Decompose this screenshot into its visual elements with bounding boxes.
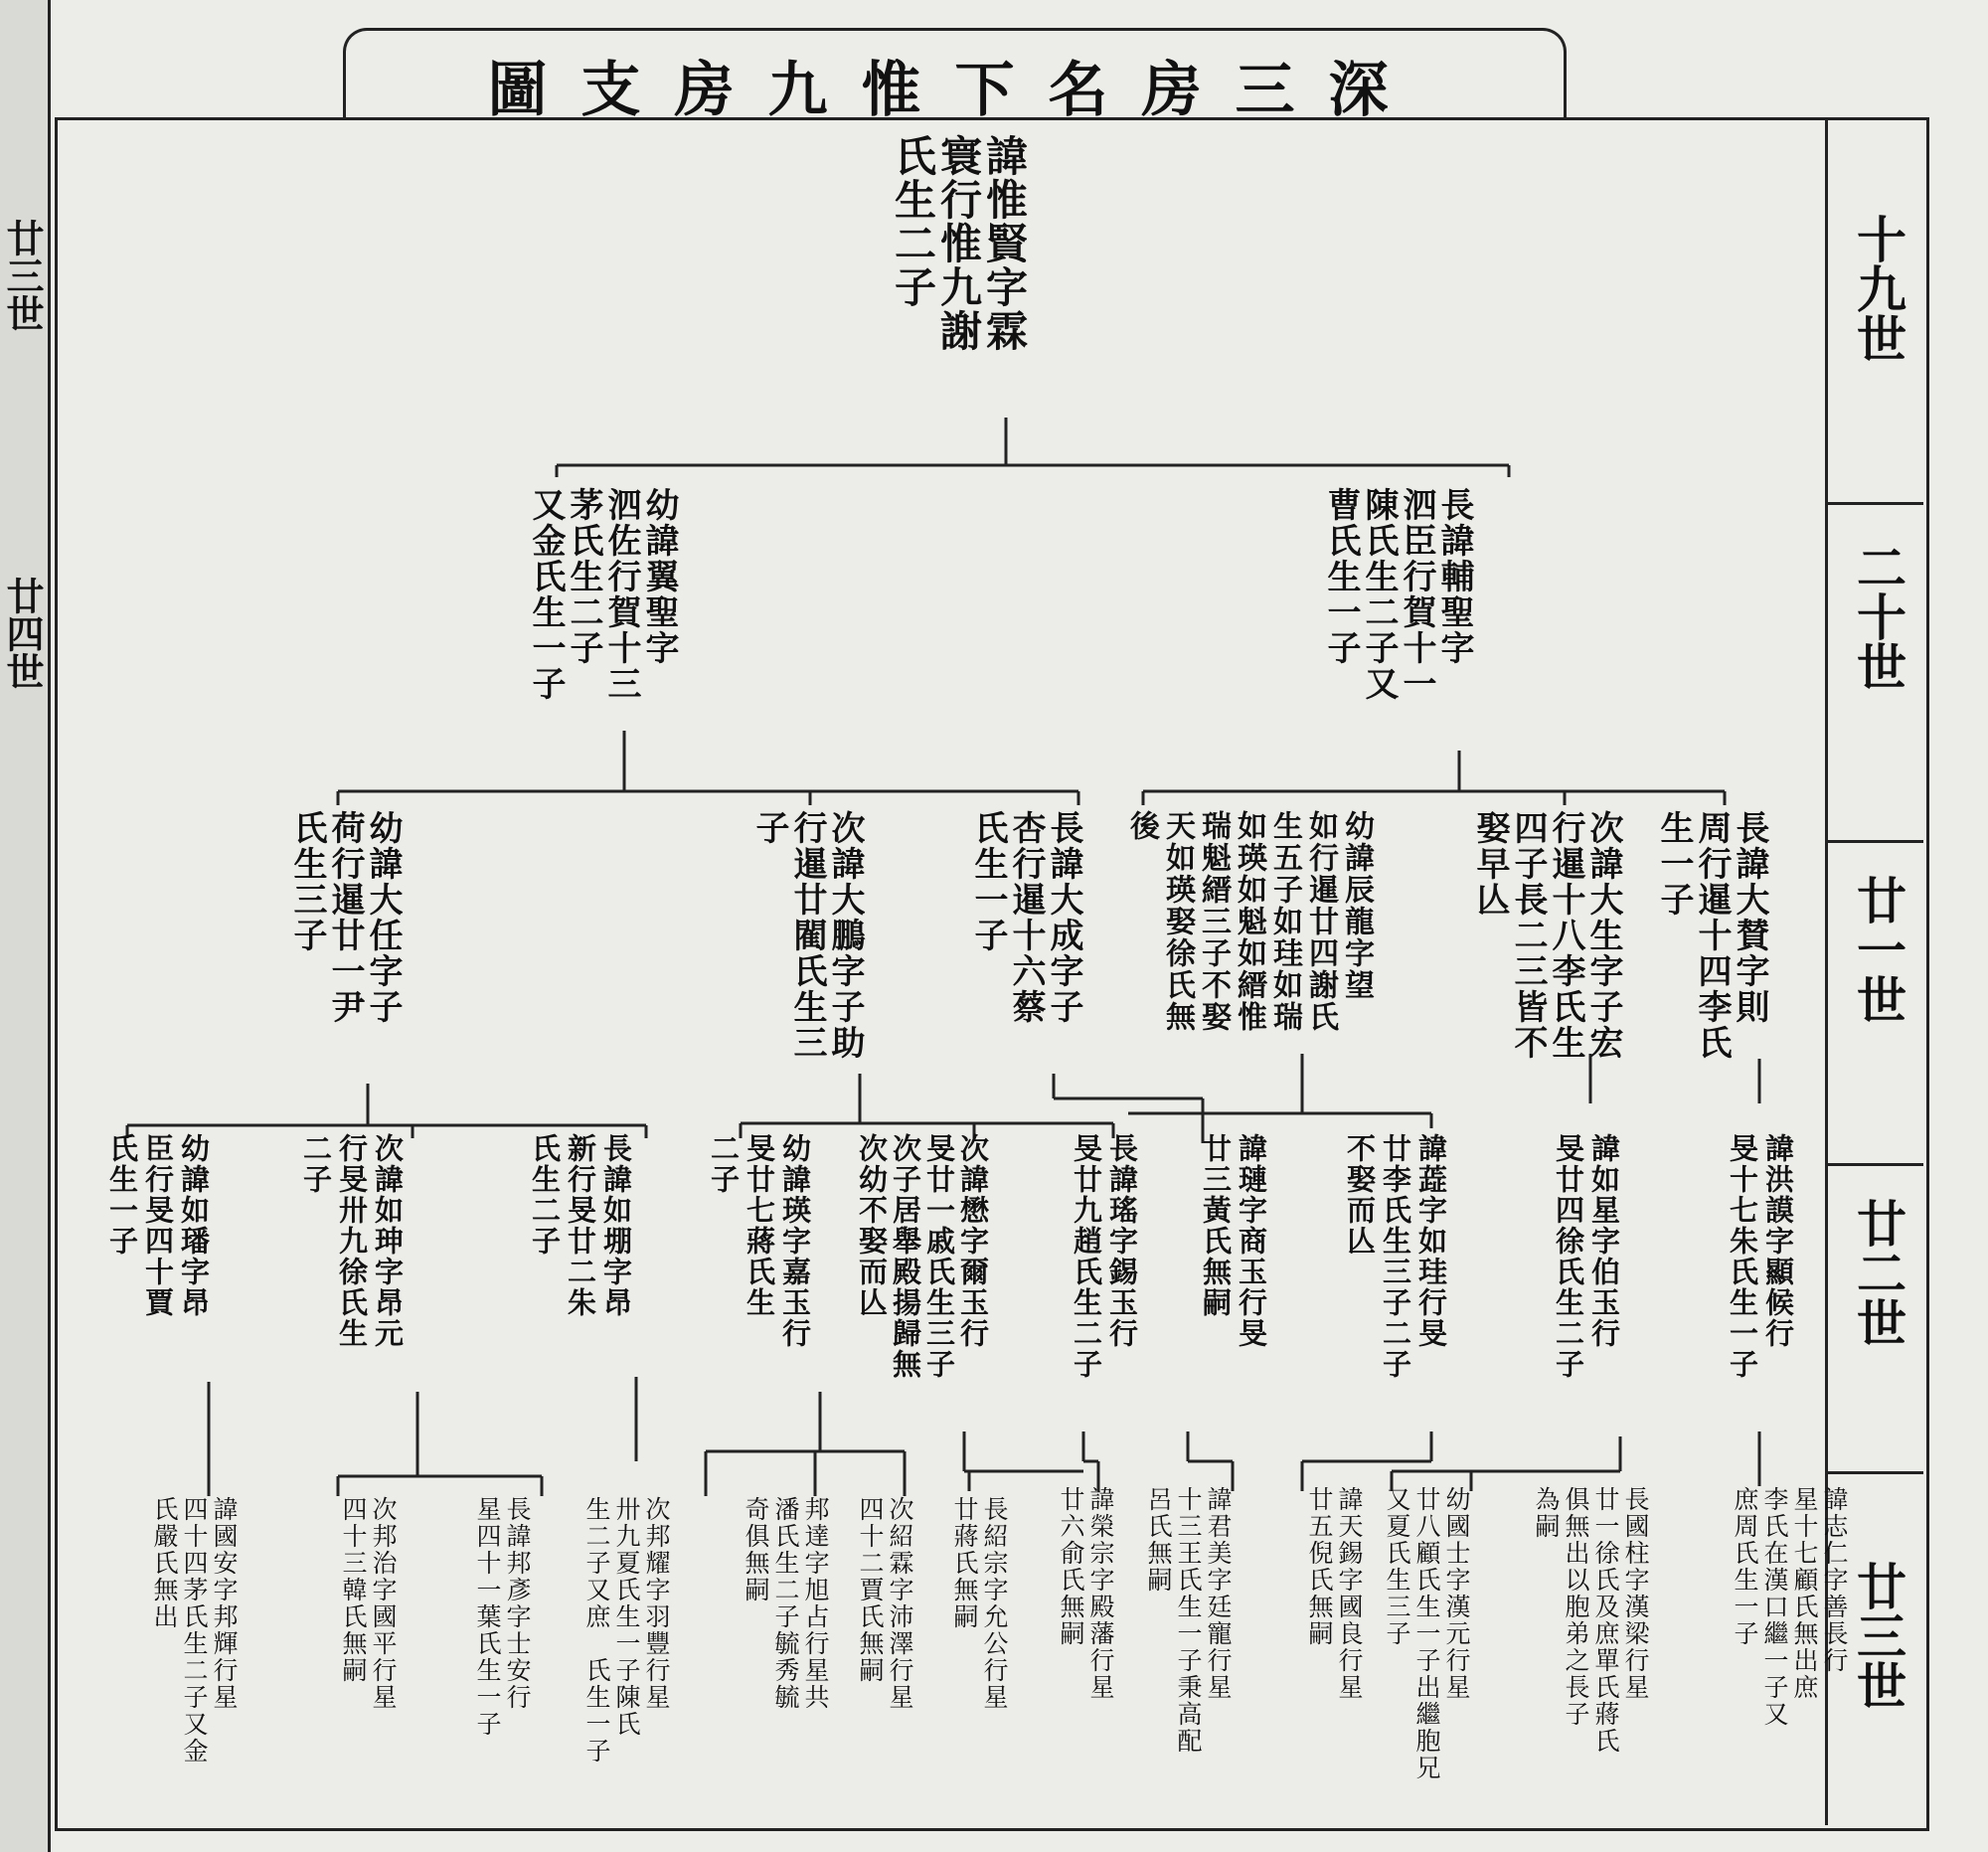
gen22-rupeng-entry: 長諱如堋字昂 新行旻廿二朱 氏生二子 <box>528 1133 633 1318</box>
gen22-ruxing-entry: 諱如星字伯玉行 旻廿四徐氏生二子 <box>1552 1133 1621 1380</box>
gen23-bangzhi-entry: 次邦治字國平行星 四十三韓氏無嗣 <box>339 1496 398 1711</box>
left-margin-generation-24: 廿四世 <box>0 577 45 690</box>
gen23-bangyao-entry: 次邦耀字羽豐行星 卅九夏氏生一子陳氏 生二子又庶 氏生一子 <box>582 1496 671 1765</box>
page-title: 深三房名下惟九房支圖 <box>487 56 1422 125</box>
gen21-dazan-entry: 長諱大賛字則 周行暹十四李氏 生一子 <box>1654 810 1769 1061</box>
gen21-dacheng-entry: 長諱大成字子 杏行暹十六蔡 氏生一子 <box>968 810 1083 1025</box>
gen22-yao-entry: 長諱瑤字錫玉行 旻廿九趙氏生二子 <box>1070 1133 1139 1380</box>
gen23-shaozong-entry: 長紹宗字允公行星 廿蔣氏無嗣 <box>950 1496 1009 1711</box>
generation-label-22: 廿二世 <box>1849 1198 1907 1347</box>
gen21-chenlong-entry: 幼諱辰龍字望 如行暹廿四謝氏 生五子如珪如瑞 如瑛如魁如縉惟 瑞魁縉三子不娶 天如瑛娶徐氏無 後 <box>1124 810 1374 1033</box>
gen23-guozhu-entry: 長國柱字漢梁行星 廿一徐氏及庶單氏蔣氏 俱無出以胞弟之長子 為嗣 <box>1532 1486 1650 1755</box>
gen21-dasheng-entry: 次諱大生字子宏 行暹十八李氏生 四子長二三皆不 娶早亾 <box>1470 810 1623 1061</box>
gen23-rongzong-entry: 諱榮宗字殿藩行星 廿六俞氏無嗣 <box>1057 1486 1115 1701</box>
gen23-zhiren-entry: 諱志仁字善長行 星十七顧氏無出庶 李氏在漢口繼一子又 庶周氏生一子 <box>1731 1486 1849 1728</box>
generation-label-23: 廿三世 <box>1849 1561 1907 1710</box>
generation-label-19: 十九世 <box>1849 214 1907 363</box>
gen22-rushen-entry: 次諱如珅字昂元 行旻卅九徐氏生 二子 <box>299 1133 405 1349</box>
gen21-dapeng-entry: 次諱大鵬字子助 行暹廿閵氏生三 子 <box>749 810 865 1061</box>
gen20-elder-son-entry: 長諱輔聖字 泗臣行賀十一 陳氏生二子又 曹氏生一子 <box>1321 487 1474 702</box>
root-ancestor-entry: 諱惟賢字霖 寰行惟九謝 氏生二子 <box>889 134 1029 353</box>
gen22-ying-entry: 幼諱瑛字嘉玉行 旻廿七蔣氏生 二子 <box>707 1133 812 1349</box>
gen23-guoshi-entry: 幼國士字漢元行星 廿八顧氏生一子出繼胞兄 又夏氏生三子 <box>1383 1486 1471 1781</box>
gen23-tianxi-entry: 諱天錫字國良行星 廿五倪氏無嗣 <box>1305 1486 1364 1701</box>
gen20-younger-son-entry: 幼諱翼聖字 泗佐行賀十三 茅氏生二子 又金氏生一子 <box>526 487 679 702</box>
gen23-junmei-entry: 諱君美字廷寵行星 十三王氏生一子秉高配 呂氏無嗣 <box>1144 1486 1233 1755</box>
gen22-mao-entry: 次諱懋字爾玉行 旻廿一戚氏生三子 次子居舉殿揚歸無 次幼不娶而亾 <box>855 1133 990 1380</box>
gen22-rugui-entry: 諱蕋字如珪行旻 廿李氏生三子二子 不娶而亾 <box>1343 1133 1448 1380</box>
gen21-daren-entry: 幼諱大任字子 荷行暹廿一尹 氏生三子 <box>287 810 403 1025</box>
gen22-rufan-entry: 幼諱如璠字昂 臣行旻四十賈 氏生一子 <box>105 1133 211 1318</box>
gen23-bangda-entry: 邦達字旭占行星共 潘氏生二子毓秀毓 奇俱無嗣 <box>742 1496 830 1711</box>
gen23-shaolin-entry: 次紹霖字沛澤行星 四十二賈氏無嗣 <box>856 1496 914 1711</box>
generation-label-21: 廿一世 <box>1849 875 1907 1024</box>
gen22-hongmo-entry: 諱洪謨字顯候行 旻十七朱氏生一子 <box>1726 1133 1795 1380</box>
gen23-guoan-entry: 諱國安字邦輝行星 四十四茅氏生二子又金 氏嚴氏無出 <box>150 1496 239 1765</box>
gen23-bangyan-entry: 長諱邦彥字士安行 星四十一葉氏生一子 <box>473 1496 532 1738</box>
left-margin-generation-23: 廿三世 <box>0 219 45 332</box>
generation-label-20: 二十世 <box>1849 542 1907 691</box>
gen22-lian-entry: 諱璉字商玉行旻 廿三黃氏無嗣 <box>1199 1133 1268 1349</box>
